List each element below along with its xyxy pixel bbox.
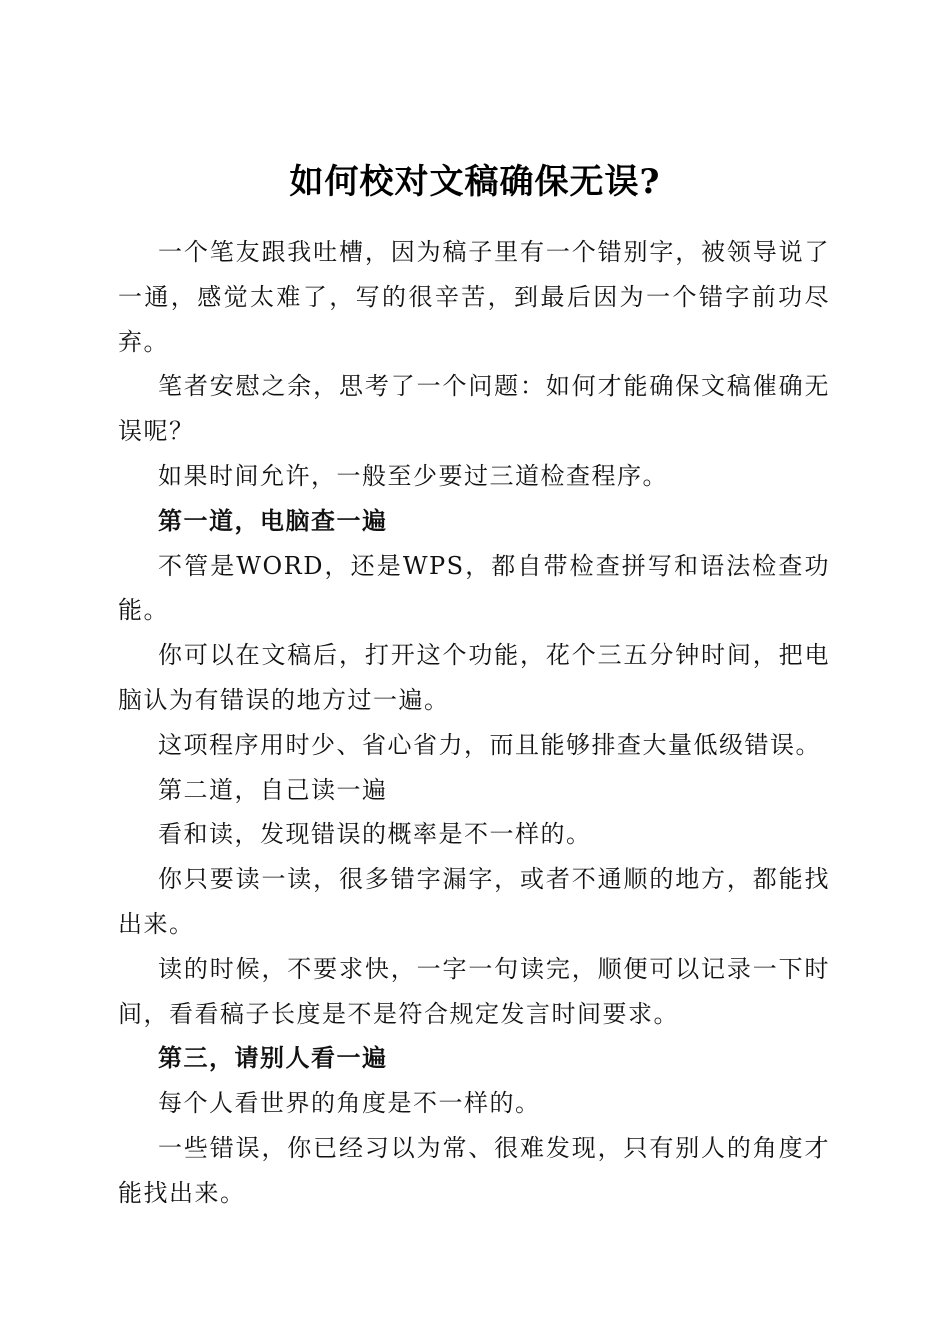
paragraph-complaint: 一个笔友跟我吐槽，因为稿子里有一个错别字，被领导说了一通，感觉太难了，写的很辛苦，到最后因为一个错字前功尽弃。 [118, 238, 830, 356]
paragraph-read-slowly: 读的时候，不要求快，一字一句读完，顺便可以记录一下时间，看看稿子长度是不是符合规定发言时间要求。 [118, 954, 830, 1028]
paragraph-spellcheck: 不管是WORD，还是WPS，都自带检查拼写和语法检查功能。 [118, 551, 830, 625]
section-heading-computer-check: 第一道，电脑查一遍 [158, 505, 388, 535]
paragraph-others-find: 一些错误，你已经习以为常、很难发现，只有别人的角度才能找出来。 [118, 1133, 830, 1207]
paragraph-run-check: 你可以在文稿后，打开这个功能，花个三五分钟时间，把电脑认为有错误的地方过一遍。 [118, 641, 830, 714]
paragraph-perspective: 每个人看世界的角度是不一样的。 [158, 1089, 541, 1118]
paragraph-check-benefit: 这项程序用时少、省心省力，而且能够排查大量低级错误。 [158, 730, 821, 759]
section-heading-read-aloud: 第二道，自己读一遍 [158, 775, 388, 804]
section-heading-others-check: 第三，请别人看一遍 [158, 1043, 388, 1073]
document-body [118, 230, 830, 1216]
paragraph-look-vs-read: 看和读，发现错误的概率是不一样的。 [158, 820, 592, 849]
paragraph-three-checks: 如果时间允许，一般至少要过三道检查程序。 [158, 461, 668, 490]
paragraph-question: 笔者安慰之余，思考了一个问题：如何才能确保文稿催确无误呢？ [118, 372, 830, 446]
paragraph-read-finds-errors: 你只要读一读，很多错字漏字，或者不通顺的地方，都能找出来。 [118, 865, 830, 938]
document-title: 如何校对文稿确保无误? [289, 161, 661, 202]
